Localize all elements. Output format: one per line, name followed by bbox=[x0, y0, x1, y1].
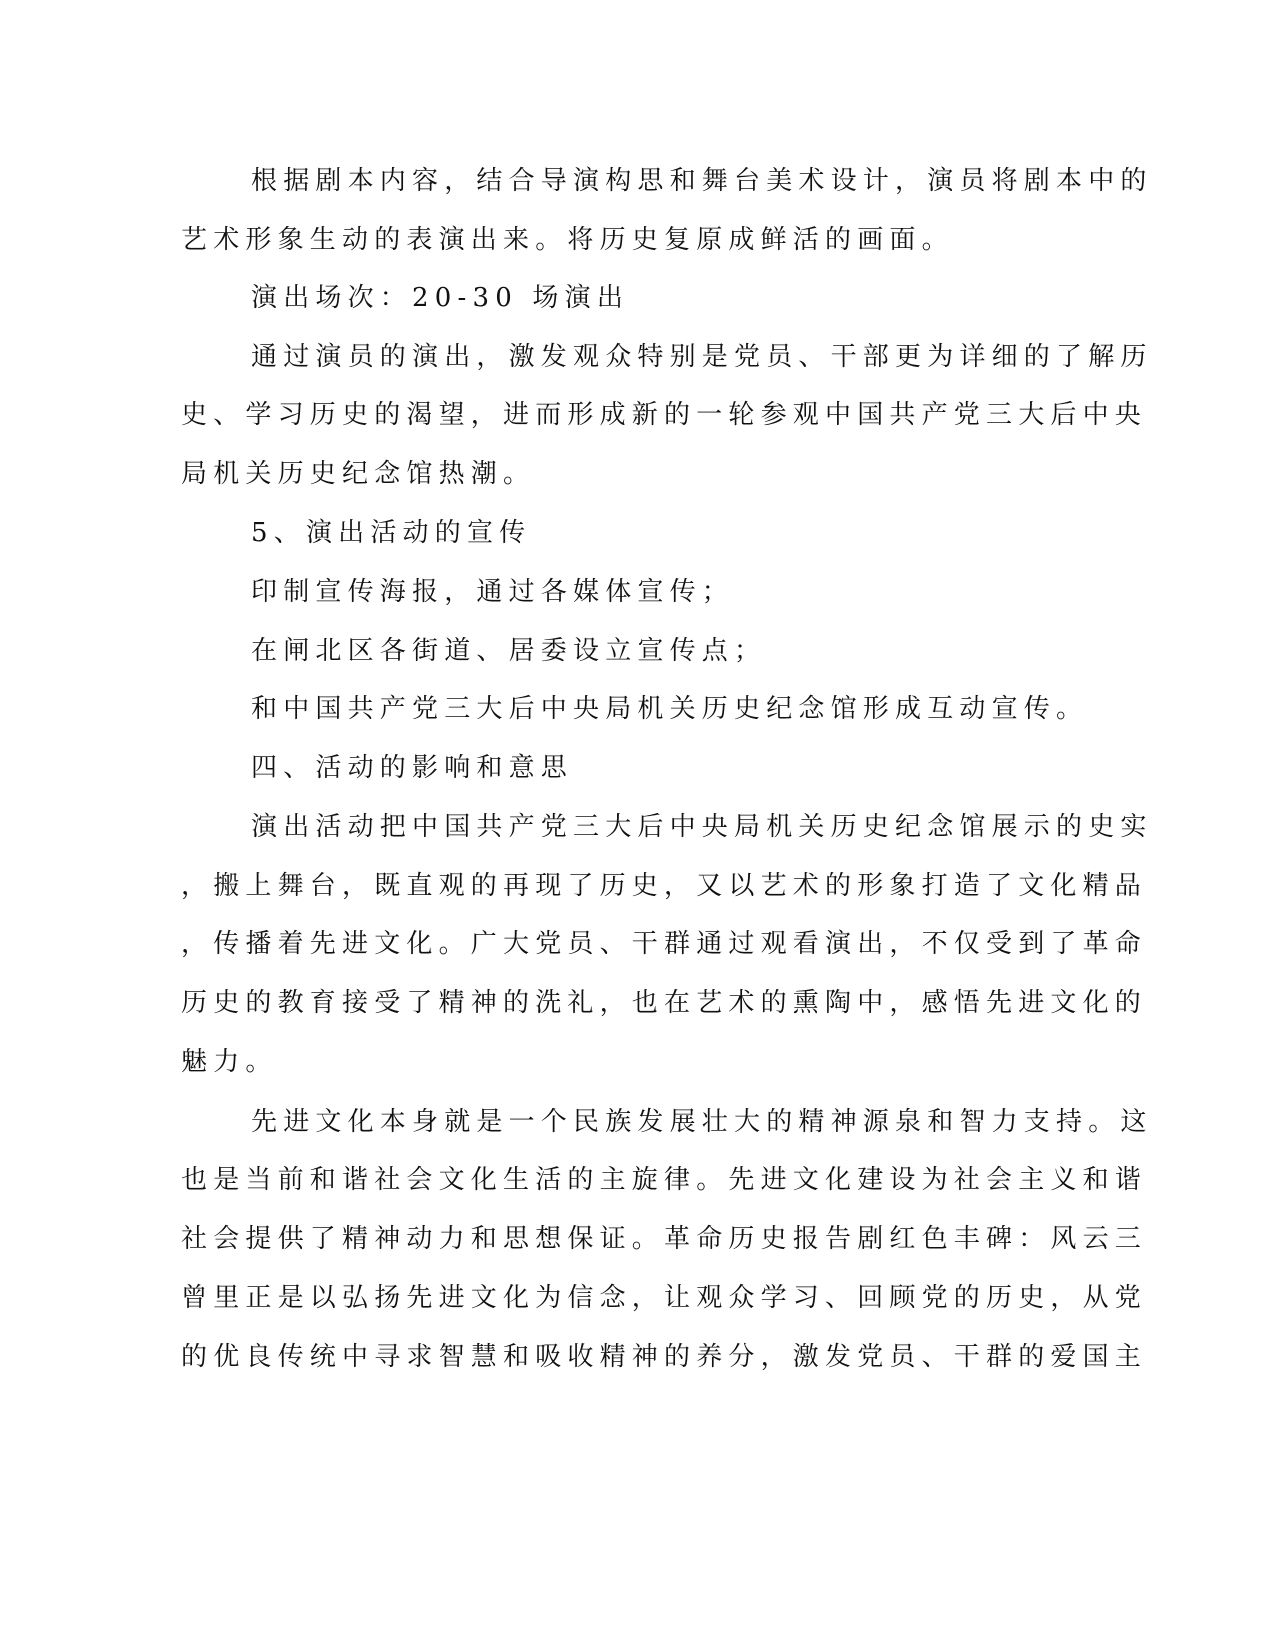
section-heading: 5、演出活动的宣传 bbox=[251, 518, 532, 548]
text-line: 艺术形象生动的表演出来。将历史复原成鲜活的画面。 bbox=[181, 225, 954, 255]
text-line: 先进文化本身就是一个民族发展壮大的精神源泉和智力支持。这 bbox=[251, 1107, 1153, 1137]
text-line: 在闸北区各街道、居委设立宣传点； bbox=[251, 636, 767, 666]
text-line: 的优良传统中寻求智慧和吸收精神的养分，激发党员、干群的爱国主 bbox=[181, 1342, 1148, 1372]
text-line: 局机关历史纪念馆热潮。 bbox=[181, 459, 536, 489]
text-line: 通过演员的演出，激发观众特别是党员、干部更为详细的了解历 bbox=[251, 342, 1153, 372]
text-line: 魅力。 bbox=[181, 1047, 278, 1077]
text-line: ，传播着先进文化。广大党员、干群通过观看演出，不仅受到了革命 bbox=[181, 929, 1148, 959]
text-line: 和中国共产党三大后中央局机关历史纪念馆形成互动宣传。 bbox=[251, 694, 1089, 724]
text-line: 曾里正是以弘扬先进文化为信念，让观众学习、回顾党的历史，从党 bbox=[181, 1283, 1148, 1313]
text-line: 也是当前和谐社会文化生活的主旋律。先进文化建设为社会主义和谐 bbox=[181, 1165, 1148, 1195]
text-line: 演出场次：20-30 场演出 bbox=[251, 283, 630, 313]
text-line: 史、学习历史的渴望，进而形成新的一轮参观中国共产党三大后中央 bbox=[181, 400, 1148, 430]
text-line: 历史的教育接受了精神的洗礼，也在艺术的熏陶中，感悟先进文化的 bbox=[181, 988, 1148, 1018]
text-line: ，搬上舞台，既直观的再现了历史，又以艺术的形象打造了文化精品 bbox=[181, 871, 1148, 901]
text-line: 演出活动把中国共产党三大后中央局机关历史纪念馆展示的史实 bbox=[251, 812, 1153, 842]
text-line: 根据剧本内容，结合导演构思和舞台美术设计，演员将剧本中的 bbox=[251, 166, 1153, 196]
section-heading: 四、活动的影响和意思 bbox=[251, 753, 574, 783]
text-line: 社会提供了精神动力和思想保证。革命历史报告剧红色丰碑：风云三 bbox=[181, 1224, 1148, 1254]
text-line: 印制宣传海报，通过各媒体宣传； bbox=[251, 577, 735, 607]
